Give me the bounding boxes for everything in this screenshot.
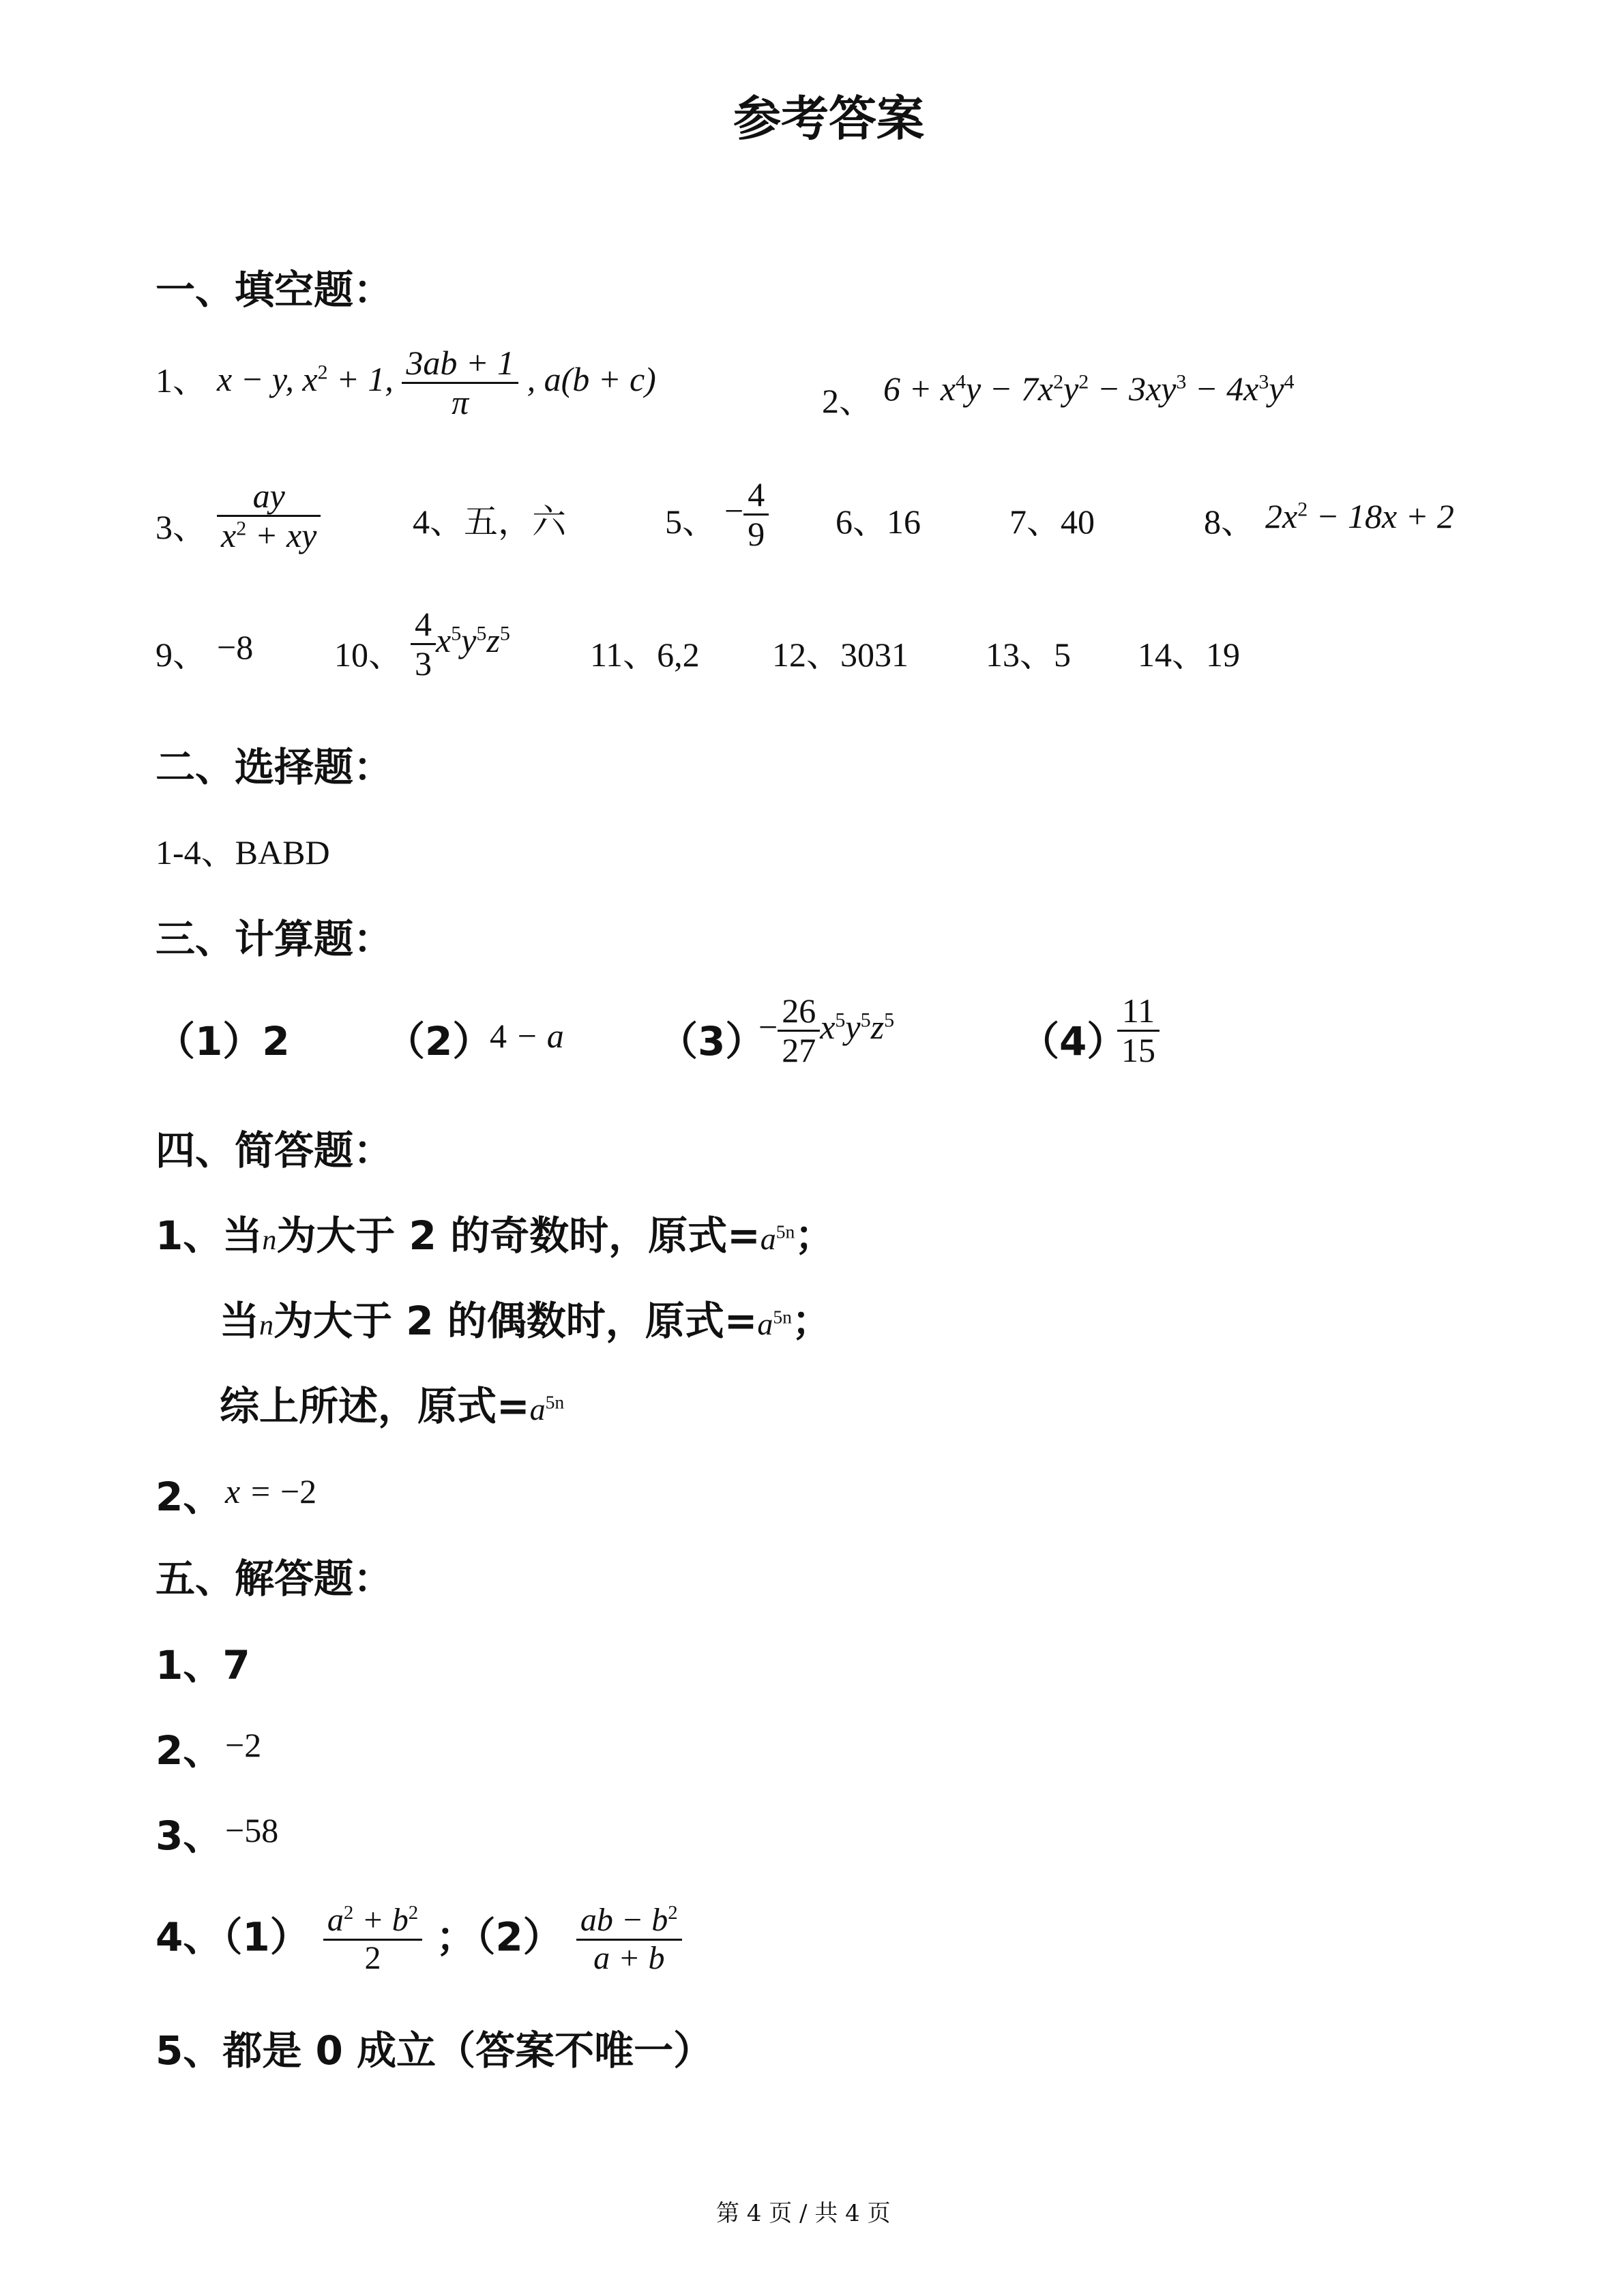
- solve-q4: 4、（1） $\frac{a^2 + b^2}{2}$ ；（2） $\frac{ab - b^2}{a + b}$: [156, 1903, 682, 1977]
- section-short-heading: 四、简答题：: [156, 1127, 394, 1174]
- page-footer: 第 4 页 / 共 4 页: [716, 2200, 891, 2227]
- fill-q5-answer: − $\frac{4}{9}$: [724, 476, 769, 553]
- calc-2-answer: 4 − a: [490, 1017, 564, 1055]
- solve-q3-answer: −58: [225, 1811, 279, 1849]
- calc-1: （1）2: [156, 1018, 290, 1064]
- fill-q9-label: 9、: [156, 636, 207, 674]
- fill-q8-answer: $2x^2 - 18x + 2$: [1265, 497, 1454, 535]
- calc-2-label: （2）: [385, 1018, 492, 1064]
- solve-q2-label: 2、: [156, 1727, 223, 1774]
- calc-3-label: （3）: [658, 1018, 765, 1064]
- section-choice-heading: 二、选择题：: [156, 744, 394, 790]
- short-q2-label: 2、: [156, 1474, 223, 1520]
- fill-q1-label: 1、: [156, 361, 207, 400]
- fill-q6: 6、16: [836, 503, 921, 541]
- fill-q11: 11、6,2: [590, 636, 700, 674]
- solve-q5: 5、都是 0 成立（答案不唯一）: [156, 2027, 713, 2074]
- solve-q3-label: 3、: [156, 1813, 223, 1859]
- fill-q8-label: 8、: [1204, 503, 1255, 541]
- fill-q12: 12、3031: [772, 636, 909, 674]
- calc-4-label: （4）: [1020, 1018, 1127, 1064]
- fill-q2-label: 2、: [822, 382, 873, 420]
- calc-4-answer: $\frac{11}{15}$: [1117, 992, 1160, 1069]
- fill-q2-answer: $6 + x^4y - 7x^2y^2 - 3xy^3 - 4x^3y^4$: [883, 370, 1295, 408]
- fill-q3-answer: $\frac{ay}{x^2 + xy}$: [217, 477, 321, 554]
- solve-q2-answer: −2: [225, 1726, 262, 1764]
- fill-q5-label: 5、: [665, 503, 716, 541]
- fill-q13: 13、5: [986, 636, 1071, 674]
- fill-q1-fraction: $\frac{3ab + 1}{\pi}$: [402, 344, 518, 421]
- fill-q3-label: 3、: [156, 508, 207, 546]
- fill-q14: 14、19: [1138, 636, 1240, 674]
- section-solve-heading: 五、解答题：: [156, 1555, 394, 1602]
- fill-q10-label: 10、: [334, 636, 402, 674]
- short-q1-line1: 1、当n为大于 2 的奇数时，原式$=a^{5n}$；: [156, 1212, 835, 1259]
- fill-q1-answer: x − y, $x^2 + 1$, $\frac{3ab + 1}{\pi}$ , a(b + c): [217, 344, 656, 421]
- calc-3-answer: − $\frac{26}{27}$ $x^5y^5z^5$: [758, 992, 895, 1069]
- fill-q9-answer: −8: [217, 628, 254, 666]
- short-q1-line3: 综上所述，原式$=a^{5n}$: [220, 1383, 565, 1429]
- fill-q4: 4、五，六: [413, 503, 566, 541]
- fill-q7: 7、40: [1009, 503, 1095, 541]
- section-calc-heading: 三、计算题：: [156, 916, 394, 962]
- section-fill-blank-heading: 一、填空题：: [156, 267, 394, 313]
- short-q1-line2: 当n为大于 2 的偶数时，原式$=a^{5n}$；: [220, 1298, 831, 1344]
- short-q2-answer: x = −2: [225, 1472, 317, 1510]
- fill-q10-answer: $\frac{4}{3}$ $x^5y^5z^5$: [411, 606, 510, 683]
- choice-answer: 1-4、BABD: [156, 833, 330, 871]
- page-title: 参考答案: [733, 91, 924, 147]
- solve-q1: 1、7: [156, 1642, 250, 1688]
